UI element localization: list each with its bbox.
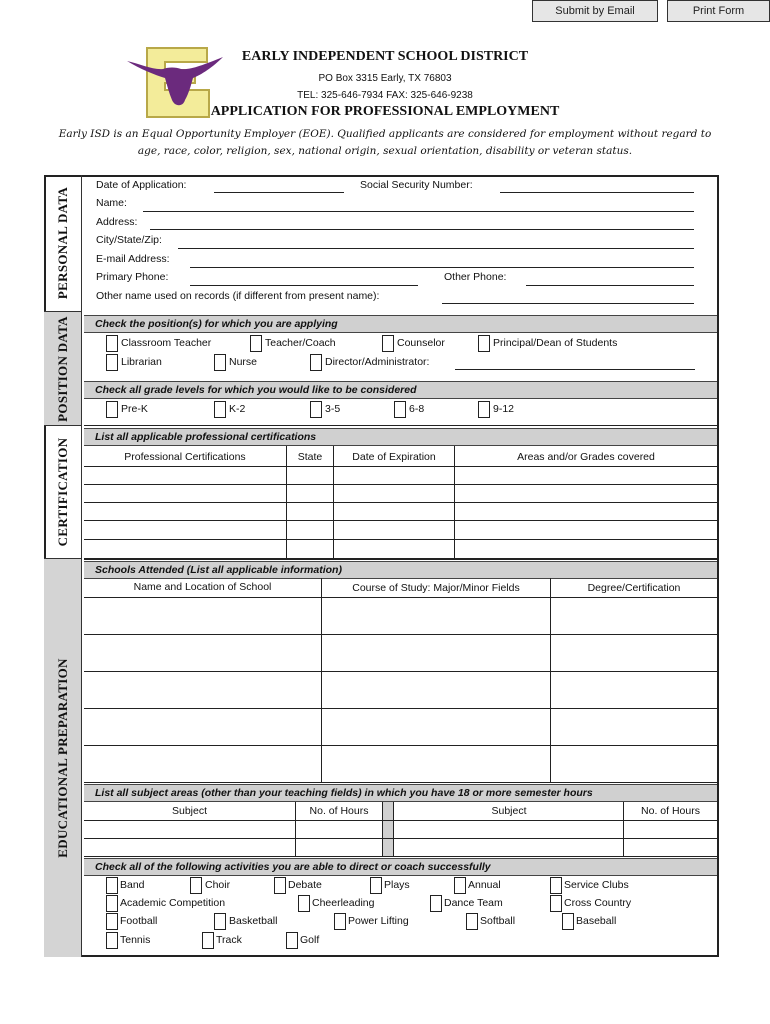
librarian-label: Librarian [121,356,162,368]
tennis-label: Tennis [120,934,151,946]
band-label: Band [120,879,145,891]
section-personal-data [44,175,82,312]
power-lifting-checkbox[interactable] [334,913,346,930]
prek-checkbox[interactable] [106,401,118,418]
school-divider [321,578,322,783]
district-phones: TEL: 325-646-7934 FAX: 325-646-9238 [297,90,473,101]
col-subject-2: Subject [491,805,527,817]
col-degree: Degree/Certification [587,582,681,594]
school-row[interactable] [84,671,717,672]
print-form-button[interactable]: Print Form [667,0,770,22]
subjects-gutter [382,802,394,856]
school-row[interactable] [84,708,717,709]
section-position-data [44,312,82,426]
cert-row[interactable] [84,558,717,560]
golf-checkbox[interactable] [286,932,298,949]
col-professional-certifications: Professional Certifications [124,451,246,463]
plays-label: Plays [384,879,410,891]
subject-divider [295,802,296,857]
primary-phone-field[interactable] [190,285,418,286]
k2-label: K-2 [229,403,246,415]
cert-divider [333,446,334,559]
grade-6-8-checkbox[interactable] [394,401,406,418]
librarian-checkbox[interactable] [106,354,118,371]
eeo-line-2: age, race, color, religion, sex, national origin, sexual orientation, disability or veteran status. [137,145,633,157]
dance-team-checkbox[interactable] [430,895,442,912]
basketball-label: Basketball [229,915,278,927]
section-position-label: POSITION DATA [54,315,70,422]
school-header-rule [84,597,717,598]
softball-checkbox[interactable] [466,913,478,930]
section-personal-label: PERSONAL DATA [54,186,70,300]
name-label: Name: [96,197,127,209]
track-checkbox[interactable] [202,932,214,949]
school-row[interactable] [84,745,717,746]
school-row[interactable] [84,782,717,783]
address-field[interactable] [150,229,694,230]
ssn-label: Social Security Number: [360,179,473,191]
power-lifting-label: Power Lifting [348,915,409,927]
classroom-teacher-label: Classroom Teacher [121,337,212,349]
col-hours-2: No. of Hours [641,805,700,817]
nurse-checkbox[interactable] [214,354,226,371]
grade-9-12-checkbox[interactable] [478,401,490,418]
cross-country-label: Cross Country [564,897,632,909]
k2-checkbox[interactable] [214,401,226,418]
other-phone-field[interactable] [526,285,694,286]
section-certification-label: CERTIFICATION [54,437,70,547]
activities-heading: Check all of the following activities you are able to direct or coach successfully [84,858,717,876]
director-label: Director/Administrator: [325,356,430,368]
annual-checkbox[interactable] [454,877,466,894]
grade-3-5-label: 3-5 [325,403,341,415]
grade-6-8-label: 6-8 [409,403,425,415]
other-phone-label: Other Phone: [444,271,507,283]
col-areas-grades: Areas and/or Grades covered [517,451,655,463]
plays-checkbox[interactable] [370,877,382,894]
school-row[interactable] [84,634,717,635]
football-checkbox[interactable] [106,913,118,930]
cross-country-checkbox[interactable] [550,895,562,912]
basketball-checkbox[interactable] [214,913,226,930]
golf-label: Golf [300,934,320,946]
submit-by-email-button[interactable]: Submit by Email [532,0,658,22]
subjects-heading: List all subject areas (other than your teaching fields) in which you have 18 or more semester hours [84,784,717,802]
service-clubs-label: Service Clubs [564,879,629,891]
softball-label: Softball [480,915,516,927]
debate-checkbox[interactable] [274,877,286,894]
debate-label: Debate [288,879,322,891]
section-educational-preparation [44,559,82,957]
annual-label: Annual [468,879,501,891]
school-divider [550,578,551,783]
classroom-teacher-checkbox[interactable] [106,335,118,352]
date-of-application-label: Date of Application: [96,179,187,191]
email-field[interactable] [190,267,694,268]
service-clubs-checkbox[interactable] [550,877,562,894]
director-field[interactable] [455,369,695,370]
director-checkbox[interactable] [310,354,322,371]
principal-checkbox[interactable] [478,335,490,352]
prek-label: Pre-K [121,403,148,415]
col-state: State [297,451,323,463]
cert-row[interactable] [84,502,717,503]
other-name-field[interactable] [442,303,694,304]
city-state-zip-field[interactable] [178,248,694,249]
col-school: Name and Location of School [133,581,272,593]
city-state-zip-label: City/State/Zip: [96,234,162,246]
counselor-label: Counselor [397,337,445,349]
form-title: APPLICATION FOR PROFESSIONAL EMPLOYMENT [210,104,560,119]
cheerleading-label: Cheerleading [312,897,375,909]
cert-row[interactable] [84,484,717,485]
schools-heading: Schools Attended (List all applicable information) [84,561,717,579]
cert-row[interactable] [84,466,717,467]
section-education-label: EDUCATIONAL PREPARATION [54,658,70,858]
band-checkbox[interactable] [106,877,118,894]
cert-divider [286,446,287,559]
cert-divider [454,446,455,559]
primary-phone-label: Primary Phone: [96,271,169,283]
cheerleading-checkbox[interactable] [298,895,310,912]
grade-3-5-checkbox[interactable] [310,401,322,418]
district-name: EARLY INDEPENDENT SCHOOL DISTRICT [241,49,529,64]
ssn-field[interactable] [500,192,694,193]
cert-row[interactable] [84,520,717,521]
choir-checkbox[interactable] [190,877,202,894]
choir-label: Choir [205,879,231,891]
col-course-of-study: Course of Study: Major/Minor Fields [352,582,520,594]
track-label: Track [216,934,242,946]
email-label: E-mail Address: [96,253,170,265]
col-hours: No. of Hours [309,805,369,817]
name-field[interactable] [143,211,694,212]
date-of-application-field[interactable] [214,192,344,193]
district-address: PO Box 3315 Early, TX 76803 [318,73,452,84]
col-subject: Subject [171,805,208,817]
teacher-coach-checkbox[interactable] [250,335,262,352]
eeo-line-1: Early ISD is an Equal Opportunity Employer (EOE). Qualified applicants are considered for employment without regard to [58,128,712,140]
grade-9-12-label: 9-12 [493,403,515,415]
academic-competition-label: Academic Competition [120,897,226,909]
grades-heading: Check all grade levels for which you would like to be considered [84,381,717,399]
section-certification [44,426,82,559]
dance-team-label: Dance Team [444,897,503,909]
address-label: Address: [96,216,138,228]
baseball-checkbox[interactable] [562,913,574,930]
tennis-checkbox[interactable] [106,932,118,949]
academic-competition-checkbox[interactable] [106,895,118,912]
football-label: Football [120,915,158,927]
cert-row[interactable] [84,539,717,540]
subject-divider [623,802,624,857]
position-bottom-rule [84,425,717,426]
positions-heading: Check the position(s) for which you are applying [84,315,717,333]
principal-label: Principal/Dean of Students [493,337,618,349]
col-date-of-expiration: Date of Expiration [352,451,436,463]
counselor-checkbox[interactable] [382,335,394,352]
baseball-label: Baseball [576,915,617,927]
other-name-label: Other name used on records (if different from present name): [96,290,380,302]
nurse-label: Nurse [229,356,258,368]
certifications-heading: List all applicable professional certifications [84,428,717,446]
teacher-coach-label: Teacher/Coach [265,337,336,349]
